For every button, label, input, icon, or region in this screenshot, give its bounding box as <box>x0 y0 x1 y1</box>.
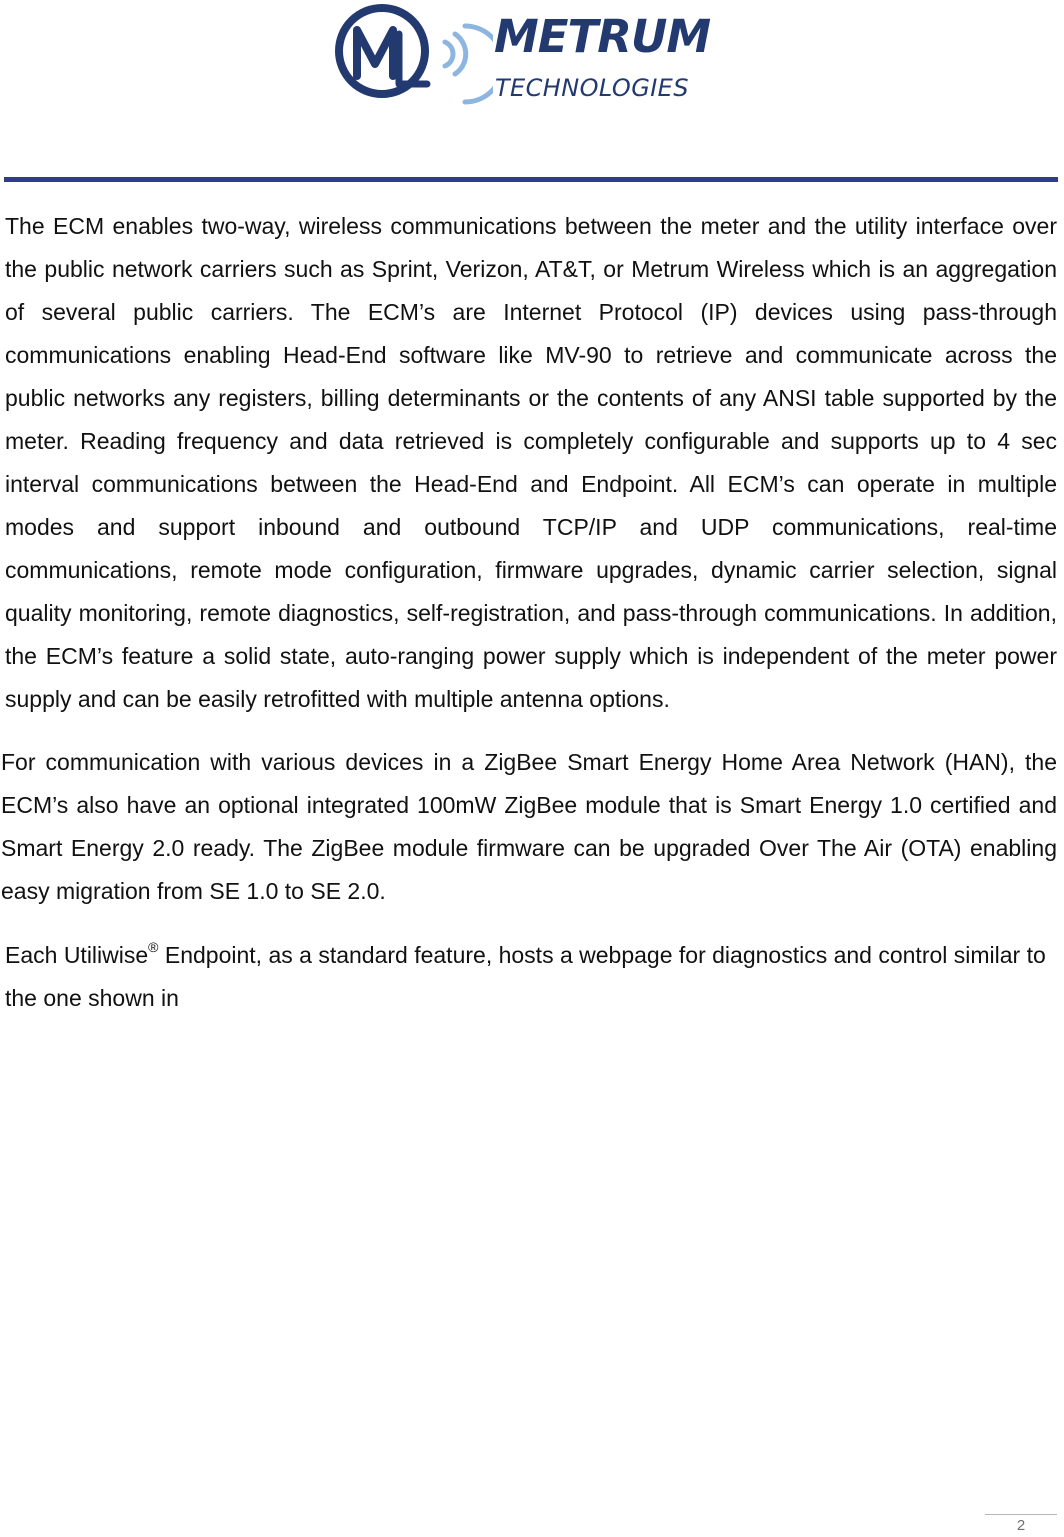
signal-wave-2 <box>455 34 466 74</box>
document-body <box>0 205 1064 1020</box>
paragraph-zigbee-han: For communication with various devices in a ZigBee Smart Energy Home Area Network (HAN), the ECM’s also have an optional integrated 100mW ZigBee module that is Smart Energy 1.0 certified and Smart Energy 2.0 ready. The ZigBee module firmware can be upgraded Over The Air (OTA) enabling easy migration from SE 1.0 to SE 2.0. <box>1 749 1057 904</box>
footer-divider <box>985 1514 1057 1515</box>
registered-mark: ® <box>148 939 159 955</box>
paragraph-ecm-overview: The ECM enables two-way, wireless communications between the meter and the utility interface over the public network carriers such as Sprint, Verizon, AT&T, or Metrum Wireless which is an aggregation of several public carriers. The ECM’s are Internet Protocol (IP) devices using pass-through communications enabling Head-End software like MV-90 to retrieve and communicate across the public networks any registers, billing determinants or the contents of any ANSI table supported by the meter. Reading frequency and data retrieved is completely configurable and supports up to 4 sec interval communications between the Head-End and Endpoint. All ECM’s can operate in multiple modes and support inbound and outbound TCP/IP and UDP communications, real-time communications, remote mode configuration, firmware upgrades, dynamic carrier selection, signal quality monitoring, remote diagnostics, self-registration, and pass-through communications. In addition, the ECM’s feature a solid state, auto-ranging power supply which is independent of the meter power supply and can be easily retrofitted with multiple antenna options. <box>5 213 1057 712</box>
ml-monogram-icon <box>333 2 493 106</box>
paragraph-webpage-diagnostics <box>5 934 1063 1020</box>
company-logo <box>333 2 743 106</box>
logo-letter-m <box>357 30 393 76</box>
page-header <box>0 0 1064 110</box>
brand-subtitle: TECHNOLOGIES <box>495 74 689 102</box>
signal-wave-1 <box>445 42 453 66</box>
paragraph-3-rest: Endpoint, as a standard feature, hosts a webpage for diagnostics and control similar to the one shown in <box>5 942 1046 1011</box>
brand-name: METRUM <box>494 10 711 63</box>
header-divider <box>4 177 1058 182</box>
signal-wave-3 <box>465 26 493 102</box>
signal-waves-icon <box>445 26 493 102</box>
page-number: 2 <box>1016 1517 1026 1534</box>
paragraph-3-lead: Each Utiliwise <box>5 942 149 968</box>
